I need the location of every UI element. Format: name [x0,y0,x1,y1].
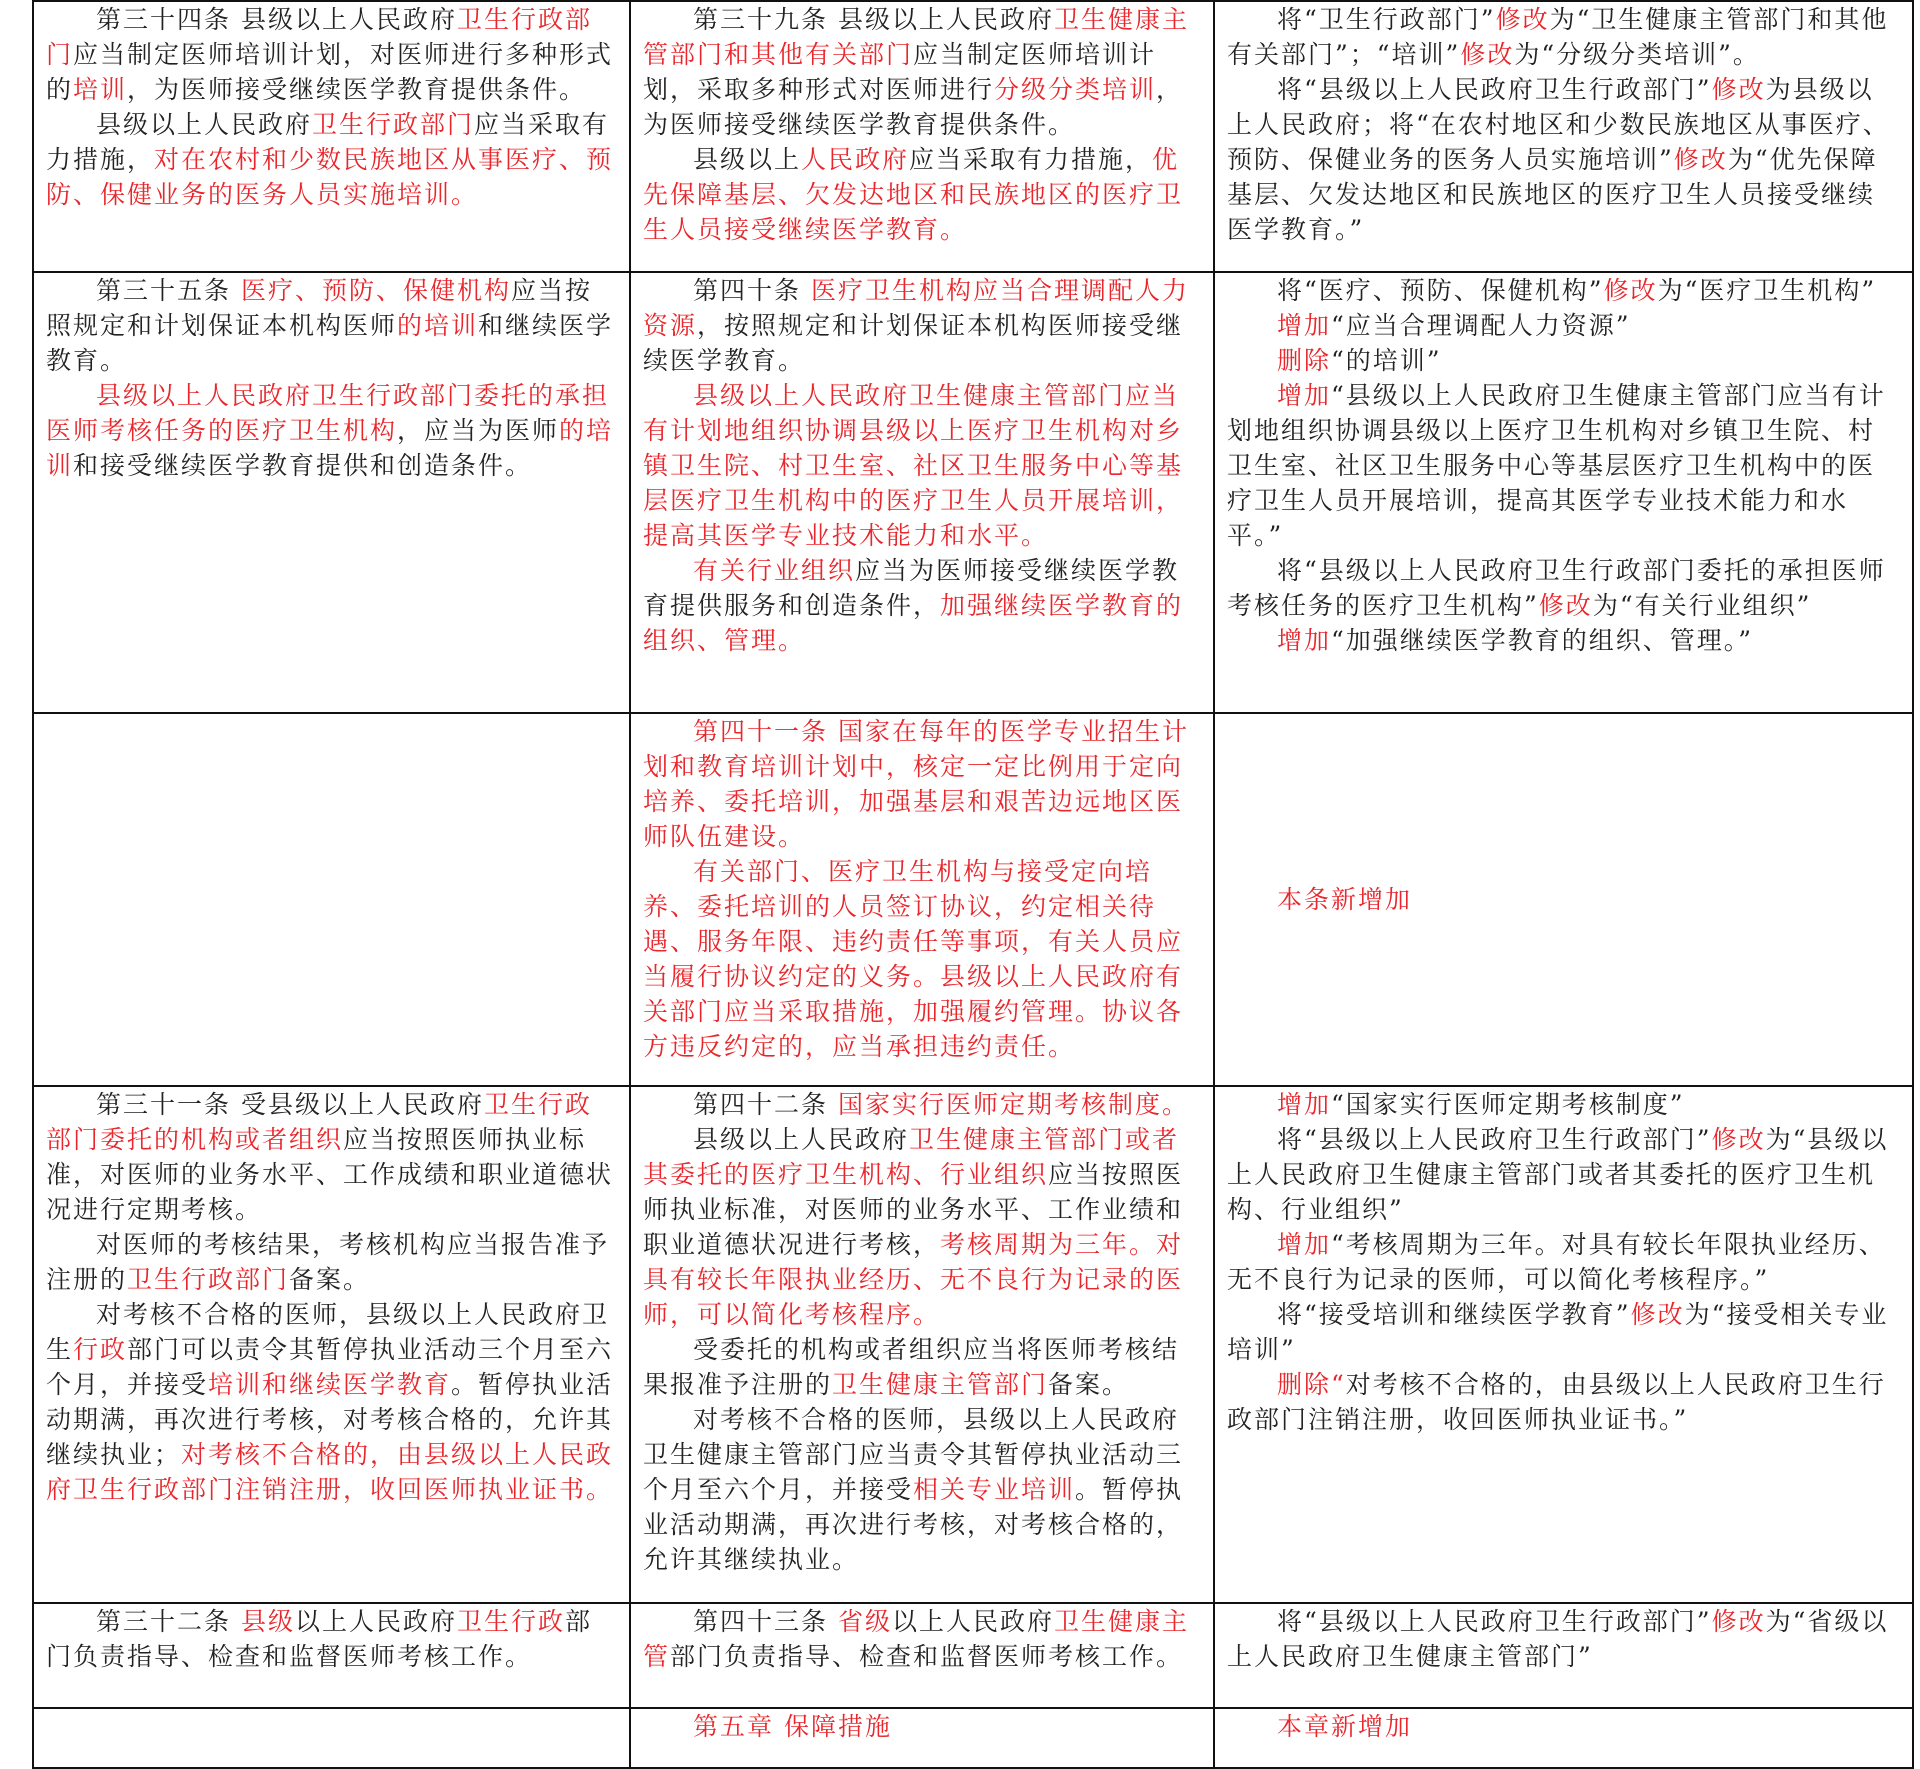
cell-content [46,1604,617,1674]
paragraph [643,714,1201,854]
changed-text: 县级以上人民政府卫生行政部门委托的承担医师考核任务的医疗卫生机构 [46,381,610,445]
change-note-cell [1214,1603,1913,1708]
paragraph [1227,1709,1900,1744]
changed-text: 修改 [1495,5,1550,34]
change-note-cell [1214,1708,1913,1768]
text-run: 为“县级以上人民政府卫生健康主管部门或者其委托的医疗卫生机构、行业组织” [1227,1125,1889,1224]
text-run: 以上人民政府 [294,1607,457,1636]
paragraph [46,378,617,483]
text-run: 第三十五条 [96,276,241,305]
changed-text: 删除“ [1277,1370,1346,1399]
text-run: ，为医师接受继续医学教育提供条件。 [643,75,1184,139]
cell-content [643,1709,1201,1744]
changed-text: 本条新增加 [1277,885,1413,914]
table-row [33,1603,1913,1708]
text-run: 应当采取有力措施， [909,145,1153,174]
old-text-cell [33,1603,630,1708]
paragraph [643,142,1201,247]
text-run: “应当合理调配人力资源” [1331,311,1631,340]
text-run: 将“县级以上人民政府卫生行政部门委托的承担医师考核任务的医疗卫生机构” [1227,556,1886,620]
paragraph [1227,623,1900,658]
changed-text: 考核周期为三年。对具有较长年限执业经历、无不良行为记录的医师，可以简化考核程序。 [643,1230,1184,1329]
changed-text: 培训和继续医学教育 [208,1370,452,1399]
cell-content [643,1604,1201,1674]
paragraph [1227,1122,1900,1227]
changed-text: 卫生健康主管部门和其他有关部门 [643,5,1189,69]
paragraph [1227,1227,1900,1297]
text-run: 将“县级以上人民政府卫生行政部门” [1277,1607,1712,1636]
changed-text: 行政 [73,1335,128,1364]
cell-content [46,273,617,483]
text-run: 应当制定医师培训计划，对医师进行多种形式的 [46,40,614,104]
changed-text: 增加 [1277,626,1332,655]
changed-text: 修改 [1673,145,1728,174]
text-run: 部门负责指导、检查和监督医师考核工作。 [670,1642,1184,1671]
cell-content [1227,1087,1900,1437]
text-run: 和接受继续医学教育提供和创造条件。 [73,451,533,480]
text-run: 县级以上 [693,145,802,174]
text-run: 第三十一条 受县级以上人民政府 [96,1090,484,1119]
changed-text: 修改 [1711,75,1766,104]
cell-content [46,2,617,212]
text-run: 第三十九条 县级以上人民政府 [693,5,1054,34]
paragraph [1227,553,1900,623]
changed-text: 县级以上人民政府卫生健康主管部门应当有计划地组织协调县级以上医疗卫生机构对乡镇卫生院、村卫生室、社区卫生服务中心等基层医疗卫生机构中的医疗卫生人员开展培训，提高其医学专业技术能力和水平。 [643,381,1184,550]
changed-text: 优先保障基层、欠发达地区和民族地区的医疗卫生人员接受继续医学教育。 [643,145,1184,244]
text-run: 为“省级以上人民政府卫生健康主管部门” [1227,1607,1889,1671]
changed-text: 医疗、预防、保健机构 [240,276,511,305]
text-run: 以上人民政府 [891,1607,1054,1636]
text-run: 和继续医学教育。 [46,311,614,375]
changed-text: 卫生行政部门 [127,1265,290,1294]
text-run: 备案。 [289,1265,371,1294]
paragraph [1227,308,1900,343]
cell-content [1227,273,1900,658]
change-note-cell [1214,1,1913,272]
changed-text: 修改 [1630,1300,1685,1329]
paragraph [1227,378,1900,553]
paragraph [46,1087,617,1227]
paragraph [46,107,617,212]
old-text-cell [33,1086,630,1603]
changed-text: 第四十一条 国家在每年的医学专业招生计划和教育培训计划中，核定一定比例用于定向培养、委托培训，加强基层和艰苦边远地区医师队伍建设。 [643,717,1189,851]
changed-text: 培训 [73,75,128,104]
text-run: 为“医疗卫生机构” [1657,276,1877,305]
changed-text: 卫生行政部门 [312,110,475,139]
paragraph [46,273,617,378]
new-text-cell [630,1086,1214,1603]
changed-text: 省级 [837,1607,892,1636]
paragraph [643,1122,1201,1332]
text-run: 对考核不合格的医师，县级以上人民政府卫生 [46,1300,610,1364]
paragraph [1227,273,1900,308]
cell-content [1227,882,1900,917]
paragraph [1227,882,1900,917]
text-run: 第四十条 [693,276,811,305]
paragraph [46,2,617,107]
paragraph [1227,1297,1900,1367]
text-run: 对考核不合格的医师，县级以上人民政府卫生健康主管部门应当责令其暂停执业活动三个月至六个月，并接受 [643,1405,1184,1504]
paragraph [643,553,1201,658]
table-row [33,1,1913,272]
paragraph [643,1087,1201,1122]
changed-text: 医疗卫生机构应当合理调配人力资源 [643,276,1189,340]
changed-text: 增加 [1277,1090,1332,1119]
text-run: ，为医师接受继续医学教育提供条件。 [127,75,587,104]
changed-text: 的培训 [46,416,614,480]
paragraph [643,1402,1201,1577]
new-text-cell [630,1,1214,272]
change-note-cell [1214,1086,1913,1603]
text-run: 应当按照规定和计划保证本机构医师 [46,276,592,340]
change-note-cell [1214,272,1913,713]
cell-content [1227,2,1900,247]
changed-text: 卫生健康主管 [643,1607,1189,1671]
text-run: 将“县级以上人民政府卫生行政部门” [1277,1125,1712,1154]
changed-text: 卫生行政部门委托的机构或者组织 [46,1090,592,1154]
text-run: 应当按照医师执业标准，对医师的业务水平、工作成绩和职业道德状况进行定期考核。 [46,1125,614,1224]
cell-content [643,714,1201,1064]
old-text-cell [33,1708,630,1768]
text-run: 。暂停执业活动期满，再次进行考核，对考核合格的，允许其继续执业； [46,1370,614,1469]
text-run: 为“分级分类培训”。 [1514,40,1760,69]
old-text-cell [33,1,630,272]
paragraph [643,1709,1201,1744]
changed-text: 本章新增加 [1277,1712,1413,1741]
changed-text: 增加 [1277,1230,1332,1259]
paragraph [1227,2,1900,72]
paragraph [643,854,1201,1064]
changed-text: 增加 [1277,311,1332,340]
changed-text: 卫生健康主管部门或者其委托的医疗卫生机构、行业组织 [643,1125,1180,1189]
text-run: ，应当为医师 [397,416,560,445]
changed-text: 删除 [1277,346,1332,375]
cell-content [643,2,1201,247]
text-run: 受委托的机构或者组织应当将医师考核结果报准予注册的 [643,1335,1180,1399]
changed-text: 对考核不合格的，由县级以上人民政府卫生行政部门注销注册，收回医师执业证书。 [46,1440,614,1504]
table-row [33,272,1913,713]
change-note-cell [1214,713,1913,1086]
changed-text: 卫生健康主管部门 [832,1370,1049,1399]
paragraph [1227,1367,1900,1437]
cell-content [1227,1709,1900,1744]
changed-text: 卫生行政 [456,1607,565,1636]
text-run: 为县级以上人民政府；将“在农村地区和少数民族地区从事医疗、预防、保健业务的医务人员实施培训” [1227,75,1890,174]
changed-text: 第五章 保障措施 [693,1712,892,1741]
paragraph [643,378,1201,553]
text-run: 备案。 [1048,1370,1130,1399]
text-run: 县级以上人民政府 [96,110,313,139]
old-text-cell [33,272,630,713]
text-run: 应当为医师接受继续医学教育提供服务和创造条件， [643,556,1180,620]
text-run: 第四十二条 [693,1090,838,1119]
paragraph [1227,343,1900,378]
changed-text: 的培训 [397,311,479,340]
paragraph [643,1332,1201,1402]
text-run: 对医师的考核结果，考核机构应当报告准予注册的 [46,1230,610,1294]
text-run: 第三十四条 县级以上人民政府 [96,5,457,34]
changed-text: 修改 [1711,1607,1766,1636]
text-run: “县级以上人民政府卫生健康主管部门应当有计划地组织协调县级以上医疗卫生机构对乡镇卫生院、村卫生室、社区卫生服务中心等基层医疗卫生机构中的医疗卫生人员开展培训，提高其医学专业技术能力和水平。” [1227,381,1886,550]
cell-content [643,1087,1201,1577]
paragraph [1227,1604,1900,1674]
paragraph [46,1227,617,1297]
paragraph [46,1604,617,1674]
text-run: 县级以上人民政府 [693,1125,910,1154]
text-run: “国家实行医师定期考核制度” [1331,1090,1685,1119]
cell-content [1227,1604,1900,1674]
text-run: 为“优先保障基层、欠发达地区和民族地区的医疗卫生人员接受继续医学教育。” [1227,145,1878,244]
cell-content [46,1087,617,1507]
paragraph [46,1297,617,1507]
text-run: 将“医疗、预防、保健机构” [1277,276,1604,305]
new-text-cell [630,1603,1214,1708]
text-run: 部门负责指导、检查和监督医师考核工作。 [46,1607,593,1671]
paragraph [643,273,1201,378]
new-text-cell [630,713,1214,1086]
changed-text: 加强继续医学教育的组织、管理。 [643,591,1184,655]
text-run: 对考核不合格的，由县级以上人民政府卫生行政部门注销注册，收回医师执业证书。” [1227,1370,1886,1434]
table-row [33,1086,1913,1603]
text-run: “加强继续医学教育的组织、管理。” [1331,626,1754,655]
changed-text: 分级分类培训 [994,75,1157,104]
text-run: 为“有关行业组织” [1592,591,1812,620]
changed-text: 增加 [1277,381,1332,410]
text-run: 第三十二条 [96,1607,241,1636]
changed-text: 修改 [1711,1125,1766,1154]
text-run: 第四十三条 [693,1607,838,1636]
changed-text: 县级 [240,1607,295,1636]
text-run: “的培训” [1331,346,1442,375]
paragraph [1227,72,1900,247]
text-run: 应当按照医师执业标准，对医师的业务水平、工作业绩和职业道德状况进行考核， [643,1160,1184,1259]
text-run: 。暂停执业活动期满，再次进行考核，对考核合格的，允许其继续执业。 [643,1475,1184,1574]
text-run: ，按照规定和计划保证本机构医师接受继续医学教育。 [643,311,1184,375]
changed-text: 人民政府 [801,145,910,174]
text-run: 为“接受相关专业培训” [1227,1300,1889,1364]
new-text-cell [630,272,1214,713]
text-run: 为“卫生健康主管部门和其他有关部门”；“培训” [1227,5,1889,69]
changed-text: 修改 [1460,40,1515,69]
changed-text: 对在农村和少数民族地区从事医疗、预防、保健业务的医务人员实施培训。 [46,145,614,209]
old-text-cell [33,713,630,1086]
table-row [33,713,1913,1086]
text-run: 部门可以责令其暂停执业活动三个月至六个月，并接受 [46,1335,614,1399]
text-run: 将“卫生行政部门” [1277,5,1496,34]
paragraph [643,1604,1201,1674]
new-text-cell [630,1708,1214,1768]
paragraph [1227,1087,1900,1122]
changed-text: 修改 [1538,591,1593,620]
text-run: 应当制定医师培训计划，采取多种形式对医师进行 [643,40,1157,104]
paragraph [643,2,1201,142]
text-run: 将“接受培训和继续医学教育” [1277,1300,1631,1329]
table-row [33,1708,1913,1768]
changed-text: 相关专业培训 [913,1475,1076,1504]
text-run: 应当采取有力措施， [46,110,610,174]
text-run: “考核周期为三年。对具有较长年限执业经历、无不良行为记录的医师，可以简化考核程序。” [1227,1230,1886,1294]
text-run: 将“县级以上人民政府卫生行政部门” [1277,75,1712,104]
changed-text: 国家实行医师定期考核制度。 [837,1090,1189,1119]
changed-text: 有关行业组织 [693,556,856,585]
changed-text: 有关部门、医疗卫生机构与接受定向培养、委托培训的人员签订协议，约定相关待遇、服务年限、违约责任等事项，有关人员应当履行协议约定的义务。县级以上人民政府有关部门应当采取措施，加强履约管理。协议各方违反约定的，应当承担违约责任。 [643,857,1184,1061]
comparison-table [32,0,1914,1769]
changed-text: 卫生行政部门 [46,5,592,69]
cell-content [643,273,1201,658]
changed-text: 修改 [1603,276,1658,305]
